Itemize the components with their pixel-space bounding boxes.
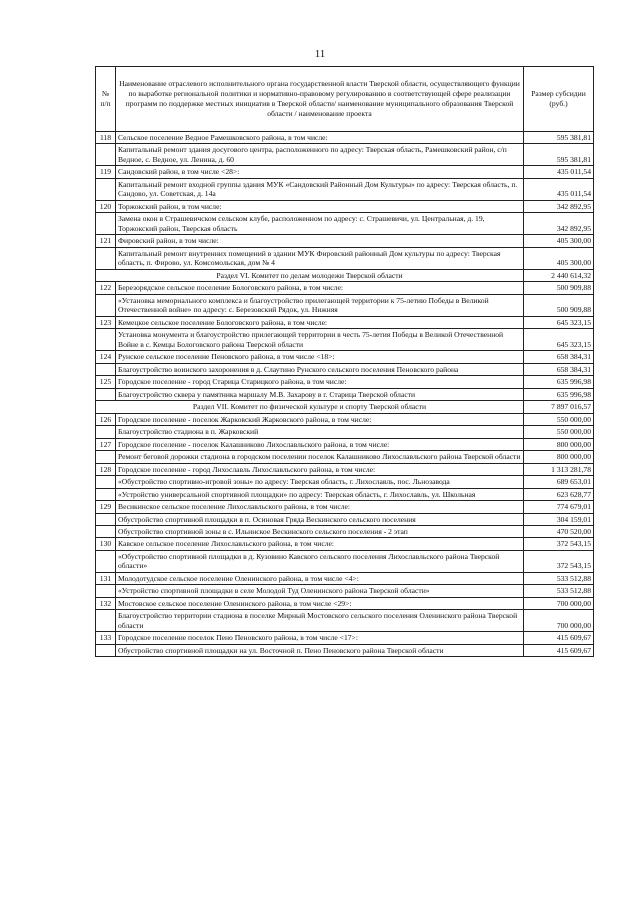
header-number: № п/п (96, 67, 116, 132)
section-row (96, 401, 594, 413)
row-number: 118 (96, 132, 116, 144)
row-number (96, 644, 116, 656)
row-name: Городское поселение - город Лихославль Лихославльского района, в том числе: (116, 463, 524, 475)
row-amount: 7 897 016,57 (524, 401, 594, 413)
row-amount: 1 313 281,78 (524, 463, 594, 475)
table-subrow (96, 388, 594, 400)
row-name: Благоустройство территории стадиона в поселке Мирный Мостовского сельского поселения Оленинского района Тверской области (116, 610, 524, 632)
table-subrow (96, 644, 594, 656)
row-number (96, 178, 116, 200)
row-amount: 2 440 614,32 (524, 269, 594, 281)
table-subrow (96, 488, 594, 500)
row-amount: 595 381,81 (524, 144, 594, 166)
row-amount: 533 512,88 (524, 585, 594, 597)
table-row (96, 316, 594, 328)
row-name: Благоустройство воинского захоронения в д. Слаутино Рунского сельского поселения Пеновского района (116, 363, 524, 375)
row-number (96, 144, 116, 166)
row-number (96, 329, 116, 351)
row-number: 124 (96, 351, 116, 363)
row-number (96, 610, 116, 632)
row-number (96, 476, 116, 488)
table-row (96, 572, 594, 584)
row-amount: 635 996,98 (524, 388, 594, 400)
row-name: Мостовское сельское поселение Оленинского района, в том числе <29>: (116, 597, 524, 609)
row-name: Ремонт беговой дорожки стадиона в городском поселении поселок Калашниково Лихославльского района Тверской области (116, 451, 524, 463)
table-subrow (96, 294, 594, 316)
table-subrow (96, 426, 594, 438)
table-row (96, 351, 594, 363)
row-number: 126 (96, 413, 116, 425)
section-title: Раздел VII. Комитет по физической культуре и спорту Тверской области (96, 401, 524, 413)
row-amount: 550 000,00 (524, 413, 594, 425)
row-name: Капитальный ремонт внутренних помещений в здании МУК Фировский районный Дом культуры по адресу: Тверская область, п. Фирово, ул. Комсомольская, дом № 4 (116, 247, 524, 269)
row-amount: 435 011,54 (524, 178, 594, 200)
row-name: «Устройство спортивной площадки в селе Молодой Туд Оленинского района Тверской области» (116, 585, 524, 597)
table-subrow (96, 525, 594, 537)
row-name: Сельское поселение Ведное Рамешковского района, в том числе: (116, 132, 524, 144)
table-row (96, 166, 594, 178)
row-name: Рунское сельское поселение Пеновского района, в том числе <18>: (116, 351, 524, 363)
row-name: «Обустройство спортивно-игровой зоны» по адресу: Тверская область, г. Лихославль, пос. Льнозавода (116, 476, 524, 488)
table-subrow (96, 363, 594, 375)
table-subrow (96, 178, 594, 200)
table-row (96, 501, 594, 513)
table-row (96, 413, 594, 425)
row-name: Обустройство спортивной зоны в с. Ильинское Вескинского сельского поселения - 2 этап (116, 525, 524, 537)
row-name: Установка монумента и благоустройство прилегающей территории в честь 75-летия Победы в Великой Отечественной Войне в с. Кемцы Бологовского района Тверской области (116, 329, 524, 351)
row-name: Кемецкое сельское поселение Бологовского района, в том числе: (116, 316, 524, 328)
row-amount: 435 011,54 (524, 166, 594, 178)
table-subrow (96, 513, 594, 525)
table-row (96, 282, 594, 294)
row-amount: 500 909,88 (524, 282, 594, 294)
table-subrow (96, 476, 594, 488)
subsidy-table (95, 66, 594, 657)
row-number (96, 388, 116, 400)
row-number: 132 (96, 597, 116, 609)
row-number: 127 (96, 438, 116, 450)
row-name: Благоустройство сквера у памятника маршалу М.В. Захарову в г. Старица Тверской области (116, 388, 524, 400)
row-amount: 470 520,00 (524, 525, 594, 537)
row-number (96, 585, 116, 597)
table-subrow (96, 610, 594, 632)
row-name: Обустройство спортивной площадки в п. Осиновая Гряда Вескинского сельского поселения (116, 513, 524, 525)
row-amount: 415 609,67 (524, 632, 594, 644)
table-subrow (96, 213, 594, 235)
row-amount: 533 512,88 (524, 572, 594, 584)
row-amount: 623 628,77 (524, 488, 594, 500)
section-title: Раздел VI. Комитет по делам молодежи Тверской области (96, 269, 524, 281)
row-amount: 372 543,15 (524, 538, 594, 550)
row-number: 133 (96, 632, 116, 644)
table-subrow (96, 329, 594, 351)
row-name: Молодотудское сельское поселение Оленинского района, в том числе <4>: (116, 572, 524, 584)
table-row (96, 597, 594, 609)
header-name: Наименование отраслевого исполнительного органа государственной власти Тверской области, осуществляющего функции по выработке региональной политики и нормативно-правовому регулированию в соответствующей сфере реализации программ по поддержке местных инициатив в Тверской области/ наименование муниципального образования Тверской области / наименование проекта (116, 67, 524, 132)
row-amount: 658 384,31 (524, 351, 594, 363)
row-amount: 700 000,00 (524, 597, 594, 609)
row-name: «Устройство универсальной спортивной площадки» по адресу: Тверская область, г. Лихославль, ул. Школьная (116, 488, 524, 500)
row-number: 122 (96, 282, 116, 294)
row-name: Обустройство спортивной площадки на ул. Восточной п. Пено Пеновского района Тверской области (116, 644, 524, 656)
row-amount: 372 543,15 (524, 550, 594, 572)
row-name: Капитальный ремонт здания досугового центра, расположенного по адресу: Тверская область, Рамешковский район, с/п Ведное, с. Ведное, ул. Ленина, д. 60 (116, 144, 524, 166)
table-row (96, 376, 594, 388)
table-row (96, 438, 594, 450)
row-number: 129 (96, 501, 116, 513)
row-amount: 645 323,15 (524, 316, 594, 328)
header-amount: Размер субсидии (руб.) (524, 67, 594, 132)
row-amount: 342 892,95 (524, 213, 594, 235)
table-row (96, 632, 594, 644)
row-amount: 415 609,67 (524, 644, 594, 656)
table-subrow (96, 585, 594, 597)
row-number: 125 (96, 376, 116, 388)
row-number (96, 426, 116, 438)
row-number: 130 (96, 538, 116, 550)
row-number: 121 (96, 235, 116, 247)
row-number (96, 247, 116, 269)
row-amount: 635 996,98 (524, 376, 594, 388)
row-number (96, 294, 116, 316)
row-number (96, 451, 116, 463)
row-amount: 774 679,01 (524, 501, 594, 513)
row-number: 123 (96, 316, 116, 328)
row-number (96, 213, 116, 235)
table-row (96, 463, 594, 475)
row-amount: 658 384,31 (524, 363, 594, 375)
row-amount: 700 000,00 (524, 610, 594, 632)
table-row (96, 132, 594, 144)
row-name: «Обустройство спортивной площадки в д. Кузовино Кавского сельского поселения Лихославльского района Тверской области» (116, 550, 524, 572)
row-amount: 500 909,88 (524, 294, 594, 316)
row-amount: 405 300,00 (524, 235, 594, 247)
row-number (96, 525, 116, 537)
row-name: Городское поселение - поселок Калашниково Лихославльского района, в том числе: (116, 438, 524, 450)
table-subrow (96, 550, 594, 572)
row-amount: 645 323,15 (524, 329, 594, 351)
table-row (96, 200, 594, 212)
row-amount: 304 159,01 (524, 513, 594, 525)
row-name: Городское поселение - город Старица Старицкого района, в том числе: (116, 376, 524, 388)
row-name: Торжокский район, в том числе: (116, 200, 524, 212)
row-number: 119 (96, 166, 116, 178)
section-row (96, 269, 594, 281)
row-number: 131 (96, 572, 116, 584)
row-number: 128 (96, 463, 116, 475)
row-name: Сандовский район, в том числе <28>: (116, 166, 524, 178)
row-number (96, 550, 116, 572)
row-name: Весикинское сельское поселение Лихославльского района, в том числе: (116, 501, 524, 513)
row-number: 120 (96, 200, 116, 212)
row-number (96, 488, 116, 500)
row-number (96, 363, 116, 375)
row-name: Фировский район, в том числе: (116, 235, 524, 247)
table-subrow (96, 144, 594, 166)
table-subrow (96, 247, 594, 269)
row-name: Замена окон в Страшевичском сельском клубе, расположенном по адресу: с. Страшевичи, ул. Центральная, д. 19, Торжокский район, Тверская область (116, 213, 524, 235)
row-amount: 800 000,00 (524, 438, 594, 450)
row-name: Кавское сельское поселение Лихославльского района, в том числе: (116, 538, 524, 550)
row-name: Городское поселение поселок Пено Пеновского района, в том числе <17>: (116, 632, 524, 644)
row-number (96, 513, 116, 525)
table-body (96, 132, 594, 657)
row-amount: 595 381,81 (524, 132, 594, 144)
row-amount: 342 892,95 (524, 200, 594, 212)
row-name: Капитальный ремонт входной группы здания МУК «Сандовский Районный Дом Культуры» по адресу: Тверская область, п. Сандово, ул. Советская, д. 14а (116, 178, 524, 200)
page-number: 11 (314, 48, 326, 60)
table-subrow (96, 451, 594, 463)
row-name: «Установка мемориального комплекса и благоустройство прилегающей территории к 75-летию Победы в Великой Отечественной войне» по адресу: с. Березовский Рядок, ул. Нижняя (116, 294, 524, 316)
row-name: Городское поселение - поселок Жарковский Жарковского района, в том числе: (116, 413, 524, 425)
table-row (96, 538, 594, 550)
row-amount: 405 300,00 (524, 247, 594, 269)
table-header-row (96, 67, 594, 132)
row-amount: 550 000,00 (524, 426, 594, 438)
row-name: Благоустройство стадиона в п. Жарковский (116, 426, 524, 438)
row-name: Березорядское сельское поселение Бологовского района, в том числе: (116, 282, 524, 294)
row-amount: 689 653,01 (524, 476, 594, 488)
table-row (96, 235, 594, 247)
row-amount: 800 000,00 (524, 451, 594, 463)
